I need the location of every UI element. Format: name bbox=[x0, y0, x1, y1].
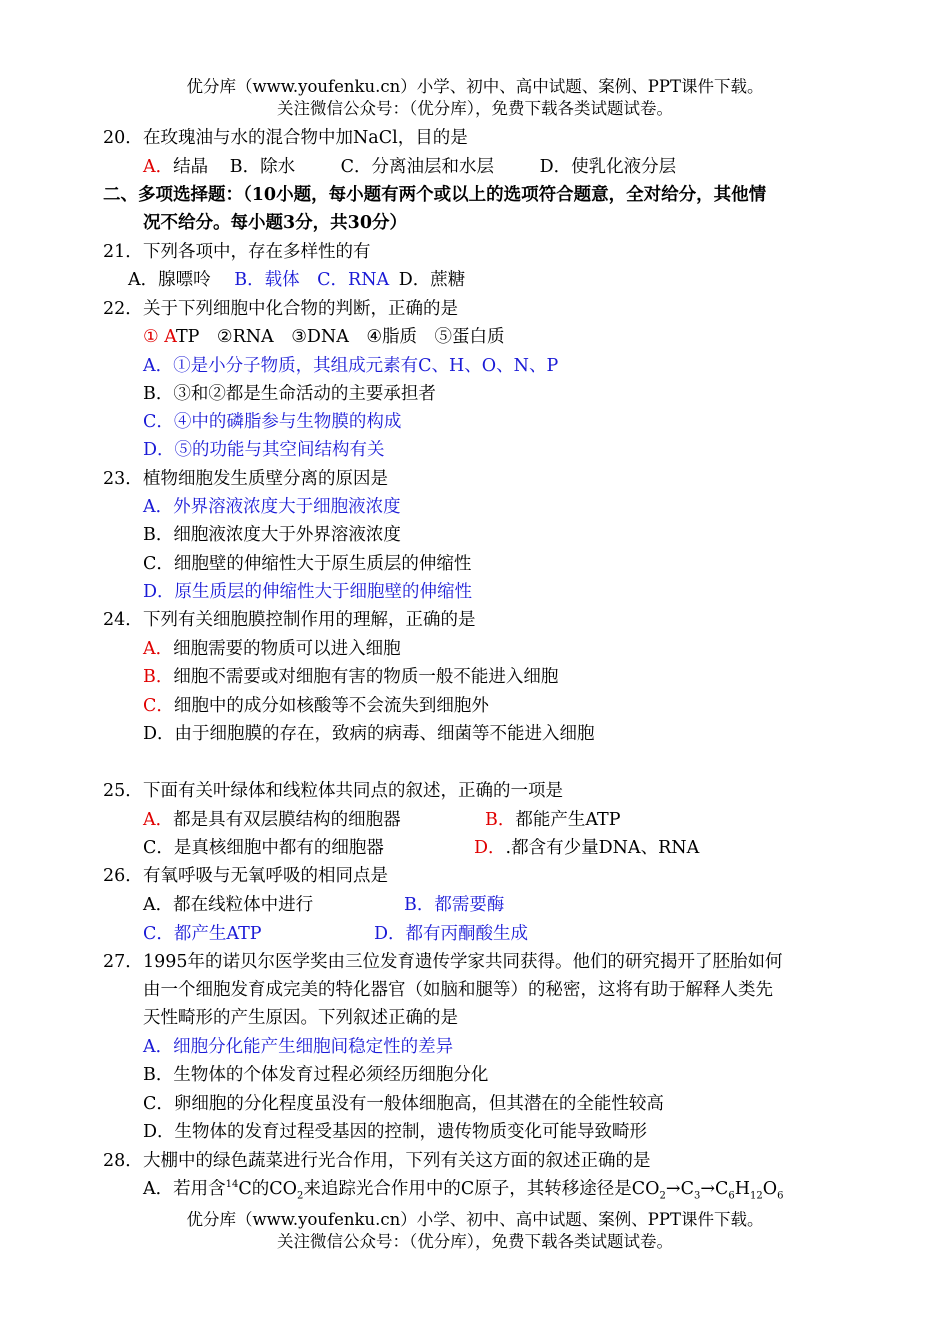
q22-option-a: A．①是小分子物质，其组成元素有C、H、O、N、P bbox=[143, 356, 559, 376]
q23-option-c: C．细胞壁的伸缩性大于原生质层的伸缩性 bbox=[143, 554, 472, 574]
q22-option-d: D．⑤的功能与其空间结构有关 bbox=[143, 440, 385, 460]
footer-line-1: 优分库（www.youfenku.cn）小学、初中、高中试题、案例、PPT课件下载。 bbox=[186, 1210, 764, 1229]
q20-option-d: D．使乳化液分层 bbox=[539, 157, 677, 177]
q28-option-a: A．若用含$^{14}$C的$CO_2$来追踪光合作用中的C原子，其转移途径是$CO_2\to C_3\to C_6H_{12}O_6$ bbox=[143, 1179, 784, 1202]
q21-stem: 21．下列各项中，存在多样性的有 bbox=[103, 242, 371, 262]
q25-option-a: A．都是具有双层膜结构的细胞器 bbox=[143, 810, 401, 830]
q21-option-d: D．蔗糖 bbox=[398, 270, 466, 290]
q20-option-a: 结晶 bbox=[173, 157, 209, 177]
q26-option-d: D．都有丙酮酸生成 bbox=[374, 924, 529, 944]
q21-options bbox=[128, 266, 465, 294]
q23-option-b: B．细胞液浓度大于外界溶液浓度 bbox=[143, 525, 401, 545]
q24-option-b: B．细胞不需要或对细胞有害的物质一般不能进入细胞 bbox=[143, 667, 559, 687]
q26-option-c: C．都产生ATP bbox=[143, 924, 262, 944]
q28-stem: 28．大棚中的绿色蔬菜进行光合作用，下列有关这方面的叙述正确的是 bbox=[103, 1151, 651, 1171]
q21-option-a: A．腺嘌呤 bbox=[128, 270, 211, 290]
section2-heading-line2: 况不给分。每小题3分，共30分） bbox=[143, 213, 408, 233]
q22-option-b: B．③和②都是生命活动的主要承担者 bbox=[143, 384, 436, 404]
q27-option-a: A．细胞分化能产生细胞间稳定性的差异 bbox=[143, 1037, 454, 1057]
q22-stem: 22．关于下列细胞中化合物的判断，正确的是 bbox=[103, 299, 458, 319]
q26-option-b: B．都需要酶 bbox=[404, 895, 505, 915]
q23-option-a: A．外界溶液浓度大于细胞液浓度 bbox=[143, 497, 401, 517]
q22-items: ① ATP ②RNA ③DNA ④脂质 ⑤蛋白质 bbox=[143, 327, 505, 347]
footer-line-2: 关注微信公众号：（优分库），免费下载各类试题试卷。 bbox=[277, 1232, 673, 1251]
q24-option-d: D．由于细胞膜的存在，致病的病毒、细菌等不能进入细胞 bbox=[143, 724, 595, 744]
header-line-2: 关注微信公众号：（优分库），免费下载各类试题试卷。 bbox=[277, 99, 673, 118]
q21-option-c: C．RNA bbox=[317, 270, 390, 290]
q27-stem-line2: 由一个细胞发育成完美的特化器官（如脑和腿等）的秘密，这将有助于解释人类先 bbox=[143, 980, 773, 1000]
q23-option-d: D．原生质层的伸缩性大于细胞壁的伸缩性 bbox=[143, 582, 473, 602]
q25-option-d: D．.都含有少量DNA、RNA bbox=[474, 838, 700, 858]
q21-option-b: B．载体 bbox=[234, 270, 300, 290]
q27-option-d: D．生物体的发育过程受基因的控制，遗传物质变化可能导致畸形 bbox=[143, 1122, 648, 1142]
q24-stem: 24．下列有关细胞膜控制作用的理解，正确的是 bbox=[103, 610, 476, 630]
q24-option-a: A．细胞需要的物质可以进入细胞 bbox=[143, 639, 401, 659]
q25-stem: 25．下面有关叶绿体和线粒体共同点的叙述，正确的一项是 bbox=[103, 781, 563, 801]
q27-option-c: C．卵细胞的分化程度虽没有一般体细胞高，但其潜在的全能性较高 bbox=[143, 1094, 664, 1114]
header-line-1: 优分库（www.youfenku.cn）小学、初中、高中试题、案例、PPT课件下载。 bbox=[186, 77, 764, 96]
q25-option-b: B．都能产生ATP bbox=[485, 810, 621, 830]
q24-option-c: C．细胞中的成分如核酸等不会流失到细胞外 bbox=[143, 696, 489, 716]
q22-option-c: C．④中的磷脂参与生物膜的构成 bbox=[143, 412, 402, 432]
q20-option-a-letter: A． bbox=[143, 157, 174, 177]
q26-option-a: A．都在线粒体中进行 bbox=[143, 895, 314, 915]
q20-stem: 20．在玫瑰油与水的混合物中加NaCl，目的是 bbox=[103, 128, 468, 148]
q20-option-c: C．分离油层和水层 bbox=[340, 157, 495, 177]
page-header bbox=[0, 76, 950, 120]
page-footer bbox=[0, 1209, 950, 1253]
q26-stem: 26．有氧呼吸与无氧呼吸的相同点是 bbox=[103, 866, 388, 886]
q27-stem-line1: 27．1995年的诺贝尔医学奖由三位发育遗传学家共同获得。他们的研究揭开了胚胎如何 bbox=[103, 952, 783, 972]
q23-stem: 23．植物细胞发生质壁分离的原因是 bbox=[103, 469, 388, 489]
q27-stem-line3: 天性畸形的产生原因。下列叙述正确的是 bbox=[143, 1008, 458, 1028]
section2-heading-line1: 二、多项选择题：（10小题，每小题有两个或以上的选项符合题意，全对给分，其他情 bbox=[103, 185, 767, 205]
q27-option-b: B．生物体的个体发育过程必须经历细胞分化 bbox=[143, 1065, 489, 1085]
q20-option-b: B．除水 bbox=[229, 157, 296, 177]
q20-options bbox=[143, 153, 676, 181]
q25-option-c: C．是真核细胞中都有的细胞器 bbox=[143, 838, 384, 858]
